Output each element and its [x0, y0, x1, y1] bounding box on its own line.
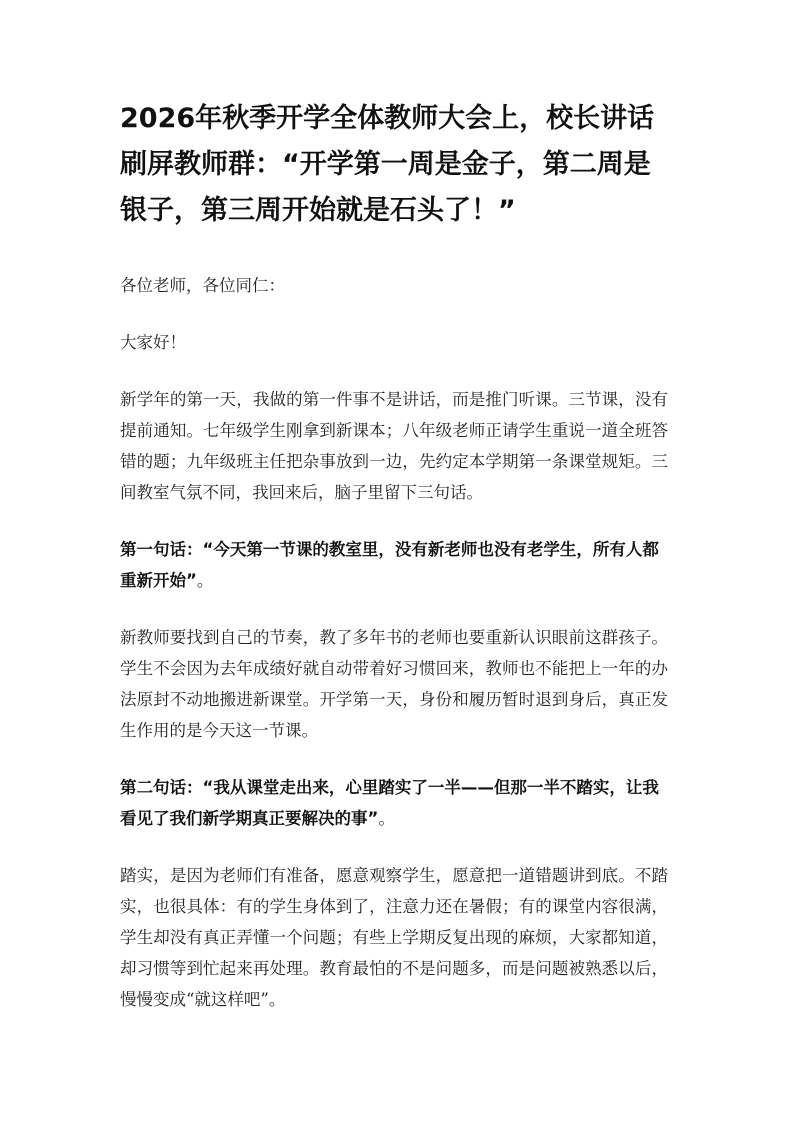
greeting: 大家好！ [120, 333, 186, 352]
document-page [120, 96, 668, 1015]
section-1-heading-tail: 。 [196, 571, 214, 590]
section-1-heading-text: 第一句话：“今天第一节课的教室里，没有新老师也没有老学生，所有人都重新开始” [120, 540, 659, 590]
document-title: 2026年秋季开学全体教师大会上，校长讲话刷屏教师群：“开学第一周是金子，第二周是银子，第三周开始就是石头了！” [120, 103, 655, 226]
section-2-heading-tail: 。 [378, 809, 395, 828]
section-2-heading [120, 772, 668, 834]
section-1-body: 新教师要找到自己的节奏，教了多年书的老师也要重新认识眼前这群孩子。学生不会因为去年成绩好就自动带着好习惯回来，教师也不能把上一年的办法原封不动地搬进新课堂。开学第一天，身份和履历暂时退到身后，真正发生作用的是今天这一节课。 [120, 628, 668, 740]
intro-paragraph: 新学年的第一天，我做的第一件事不是讲话，而是推门听课。三节课，没有提前通知。七年级学生刚拿到新课本；八年级老师正请学生重说一道全班答错的题；九年级班主任把杂事放到一边，先约定本学期第一条课堂规矩。三间教室气氛不同，我回来后，脑子里留下三句话。 [120, 390, 668, 502]
section-2-body: 踏实，是因为老师们有准备，愿意观察学生，愿意把一道错题讲到底。不踏实，也很具体：有的学生身体到了，注意力还在暑假；有的课堂内容很满，学生却没有真正弄懂一个问题；有些上学期反复出现的麻烦，大家都知道，却习惯等到忙起来再处理。教育最怕的不是问题多，而是问题被熟悉以后，慢慢变成“就这样吧”。 [120, 866, 668, 1009]
section-2-heading-text: 第二句话：“我从课堂走出来，心里踏实了一半——但那一半不踏实，让我看见了我们新学期真正要解决的事” [120, 778, 659, 828]
section-1-heading [120, 534, 668, 596]
salutation: 各位老师，各位同仁： [120, 276, 285, 295]
